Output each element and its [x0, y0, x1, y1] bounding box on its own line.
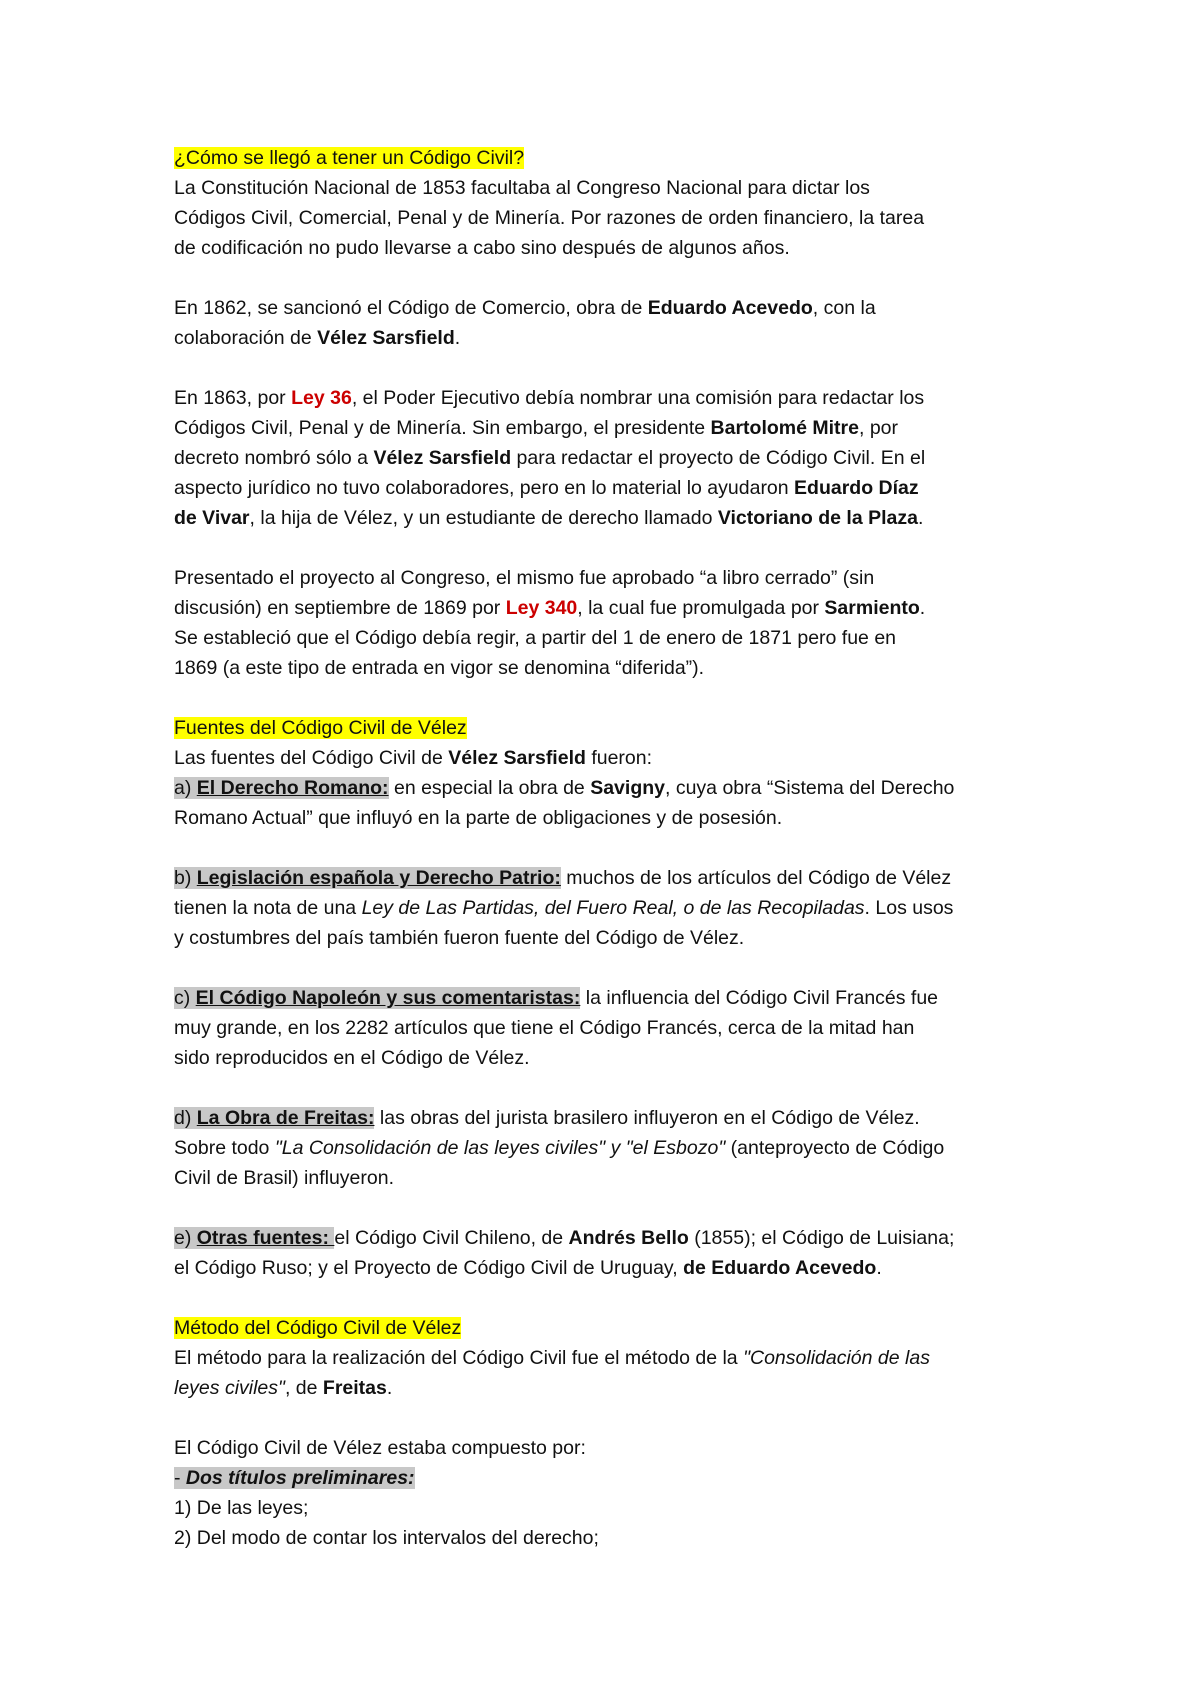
text: .: [454, 327, 461, 349]
law-reference: Ley 36: [291, 387, 352, 409]
paragraph-line: [174, 893, 1074, 923]
paragraph-line: El Código Civil de Vélez estaba compuesto por:: [174, 1437, 586, 1459]
text: , el Poder Ejecutivo debía nombrar una comisión para redactar los: [351, 387, 925, 409]
item-label: [174, 1227, 334, 1249]
text: .: [917, 507, 924, 529]
bold-name: de Vivar: [174, 507, 250, 529]
paragraph-line: La Constitución Nacional de 1853 facultaba al Congreso Nacional para dictar los: [174, 177, 870, 199]
spacer: [174, 953, 1074, 983]
item-title: Otras fuentes:: [196, 1227, 335, 1249]
heading-como-se-llego: [174, 143, 1074, 173]
paragraph-line: [174, 1253, 1074, 1283]
bold-name: de Eduardo Acevedo: [683, 1257, 877, 1279]
item-title: La Obra de Freitas:: [196, 1107, 375, 1129]
paragraph-line: y costumbres del país también fueron fuente del Código de Vélez.: [174, 927, 745, 949]
paragraph-line: Se estableció que el Código debía regir, a partir del 1 de enero de 1871 pero fue en: [174, 627, 897, 649]
text: .: [876, 1257, 882, 1279]
text: , con la: [812, 297, 876, 319]
paragraph-line: [174, 1133, 1074, 1163]
heading-highlight: ¿Cómo se llegó a tener un Código Civil?: [174, 147, 525, 169]
text: Códigos Civil, Penal y de Minería. Sin embargo, el presidente: [174, 417, 711, 439]
paragraph-line: muy grande, en los 2282 artículos que tiene el Código Francés, cerca de la mitad han: [174, 1017, 915, 1039]
heading-fuentes: [174, 713, 1074, 743]
text: En 1863, por: [174, 387, 292, 409]
text: .: [386, 1377, 393, 1399]
text: Las fuentes del Código Civil de: [174, 747, 449, 769]
spacer: [174, 833, 1074, 863]
text: discusión) en septiembre de 1869 por: [174, 597, 506, 619]
item-prefix: c): [174, 987, 196, 1009]
list-item: 1) De las leyes;: [174, 1497, 309, 1519]
paragraph-line: Códigos Civil, Comercial, Penal y de Minería. Por razones de orden financiero, la tarea: [174, 207, 925, 229]
spacer: [174, 1073, 1074, 1103]
list-header-titulos: [174, 1463, 1074, 1493]
item-prefix: d): [174, 1107, 197, 1129]
bold-name: Vélez Sarsfield: [448, 747, 586, 769]
paragraph-line: Civil de Brasil) influyeron.: [174, 1167, 394, 1189]
text: colaboración de: [174, 327, 318, 349]
document-page: [174, 143, 1074, 1553]
list-item-fuente-d: [174, 1103, 1074, 1133]
bold-name: Victoriano de la Plaza: [717, 507, 918, 529]
bold-name: Bartolomé Mitre: [710, 417, 859, 439]
bold-name: Andrés Bello: [568, 1227, 689, 1249]
text: muchos de los artículos del Código de Vélez: [560, 867, 952, 889]
heading-metodo: [174, 1313, 1074, 1343]
paragraph-line: 1869 (a este tipo de entrada en vigor se denomina “diferida”).: [174, 657, 705, 679]
item-title: El Derecho Romano:: [196, 777, 389, 799]
paragraph-line: [174, 473, 1074, 503]
list-item-fuente-a: [174, 773, 1074, 803]
spacer: [174, 1193, 1074, 1223]
paragraph-line: [174, 1343, 1074, 1373]
text: las obras del jurista brasilero influyeron en el Código de Vélez.: [374, 1107, 920, 1129]
item-prefix: e): [174, 1227, 197, 1249]
paragraph-line: [174, 293, 1074, 323]
text: aspecto jurídico no tuvo colaboradores, pero en lo material lo ayudaron: [174, 477, 795, 499]
spacer: [174, 263, 1074, 293]
text: , la cual fue promulgada por: [577, 597, 825, 619]
bold-name: Vélez Sarsfield: [317, 327, 455, 349]
heading-highlight: Método del Código Civil de Vélez: [174, 1317, 462, 1339]
paragraph-line: [174, 503, 1074, 533]
item-prefix: -: [174, 1467, 186, 1489]
text: , de: [284, 1377, 323, 1399]
bold-name: Sarmiento: [824, 597, 920, 619]
text: en especial la obra de: [388, 777, 591, 799]
item-label: [174, 1467, 415, 1489]
paragraph-line: de codificación no pudo llevarse a cabo sino después de algunos años.: [174, 237, 790, 259]
item-title: El Código Napoleón y sus comentaristas:: [195, 987, 581, 1009]
italic-text: "La Consolidación de las leyes civiles" y "el Esbozo": [274, 1137, 726, 1159]
text: decreto nombró sólo a: [174, 447, 374, 469]
paragraph-line: Romano Actual” que influyó en la parte de obligaciones y de posesión.: [174, 807, 783, 829]
item-title: Dos títulos preliminares:: [185, 1467, 415, 1489]
text: , la hija de Vélez, y un estudiante de derecho llamado: [249, 507, 718, 529]
text: (1855); el Código de Luisiana;: [688, 1227, 955, 1249]
paragraph-line: Presentado el proyecto al Congreso, el mismo fue aprobado “a libro cerrado” (sin: [174, 567, 875, 589]
spacer: [174, 1403, 1074, 1433]
text: tienen la nota de una: [174, 897, 362, 919]
list-item-fuente-e: [174, 1223, 1074, 1253]
paragraph-line: sido reproducidos en el Código de Vélez.: [174, 1047, 530, 1069]
list-item: 2) Del modo de contar los intervalos del derecho;: [174, 1527, 599, 1549]
text: para redactar el proyecto de Código Civil. En el: [511, 447, 926, 469]
item-label: [174, 867, 561, 889]
bold-name: Freitas: [322, 1377, 387, 1399]
bold-name: Savigny: [590, 777, 665, 799]
text: , por: [858, 417, 899, 439]
text: .: [919, 597, 926, 619]
text: . Los usos: [864, 897, 954, 919]
text: (anteproyecto de Código: [725, 1137, 945, 1159]
paragraph-line: [174, 413, 1074, 443]
paragraph-line: [174, 383, 1074, 413]
law-reference: Ley 340: [505, 597, 578, 619]
spacer: [174, 683, 1074, 713]
item-title: Legislación española y Derecho Patrio:: [196, 867, 561, 889]
italic-text: Ley de Las Partidas, del Fuero Real, o de las Recopiladas: [361, 897, 865, 919]
paragraph-line: [174, 743, 1074, 773]
paragraph-line: [174, 1373, 1074, 1403]
list-item-fuente-c: [174, 983, 1074, 1013]
bold-name: Eduardo Acevedo: [647, 297, 813, 319]
spacer: [174, 1283, 1074, 1313]
heading-highlight: Fuentes del Código Civil de Vélez: [174, 717, 467, 739]
text: el Código Ruso; y el Proyecto de Código Civil de Uruguay,: [174, 1257, 684, 1279]
italic-text: "Consolidación de las: [743, 1347, 930, 1369]
item-label: [174, 1107, 374, 1129]
text: En 1862, se sancionó el Código de Comercio, obra de: [174, 297, 648, 319]
text: el Código Civil Chileno, de: [334, 1227, 569, 1249]
item-label: [174, 987, 580, 1009]
text: fueron:: [585, 747, 653, 769]
item-prefix: a): [174, 777, 197, 799]
bold-name: Eduardo Díaz: [794, 477, 919, 499]
bold-name: Vélez Sarsfield: [373, 447, 512, 469]
paragraph-line: [174, 443, 1074, 473]
text: Sobre todo: [174, 1137, 275, 1159]
spacer: [174, 533, 1074, 563]
paragraph-line: [174, 323, 1074, 353]
text: , cuya obra “Sistema del Derecho: [665, 777, 955, 799]
text: la influencia del Código Civil Francés fue: [580, 987, 939, 1009]
text: El método para la realización del Código Civil fue el método de la: [174, 1347, 744, 1369]
item-prefix: b): [174, 867, 197, 889]
paragraph-line: [174, 593, 1074, 623]
italic-text: leyes civiles": [174, 1377, 285, 1399]
item-label: [174, 777, 389, 799]
spacer: [174, 353, 1074, 383]
list-item-fuente-b: [174, 863, 1074, 893]
